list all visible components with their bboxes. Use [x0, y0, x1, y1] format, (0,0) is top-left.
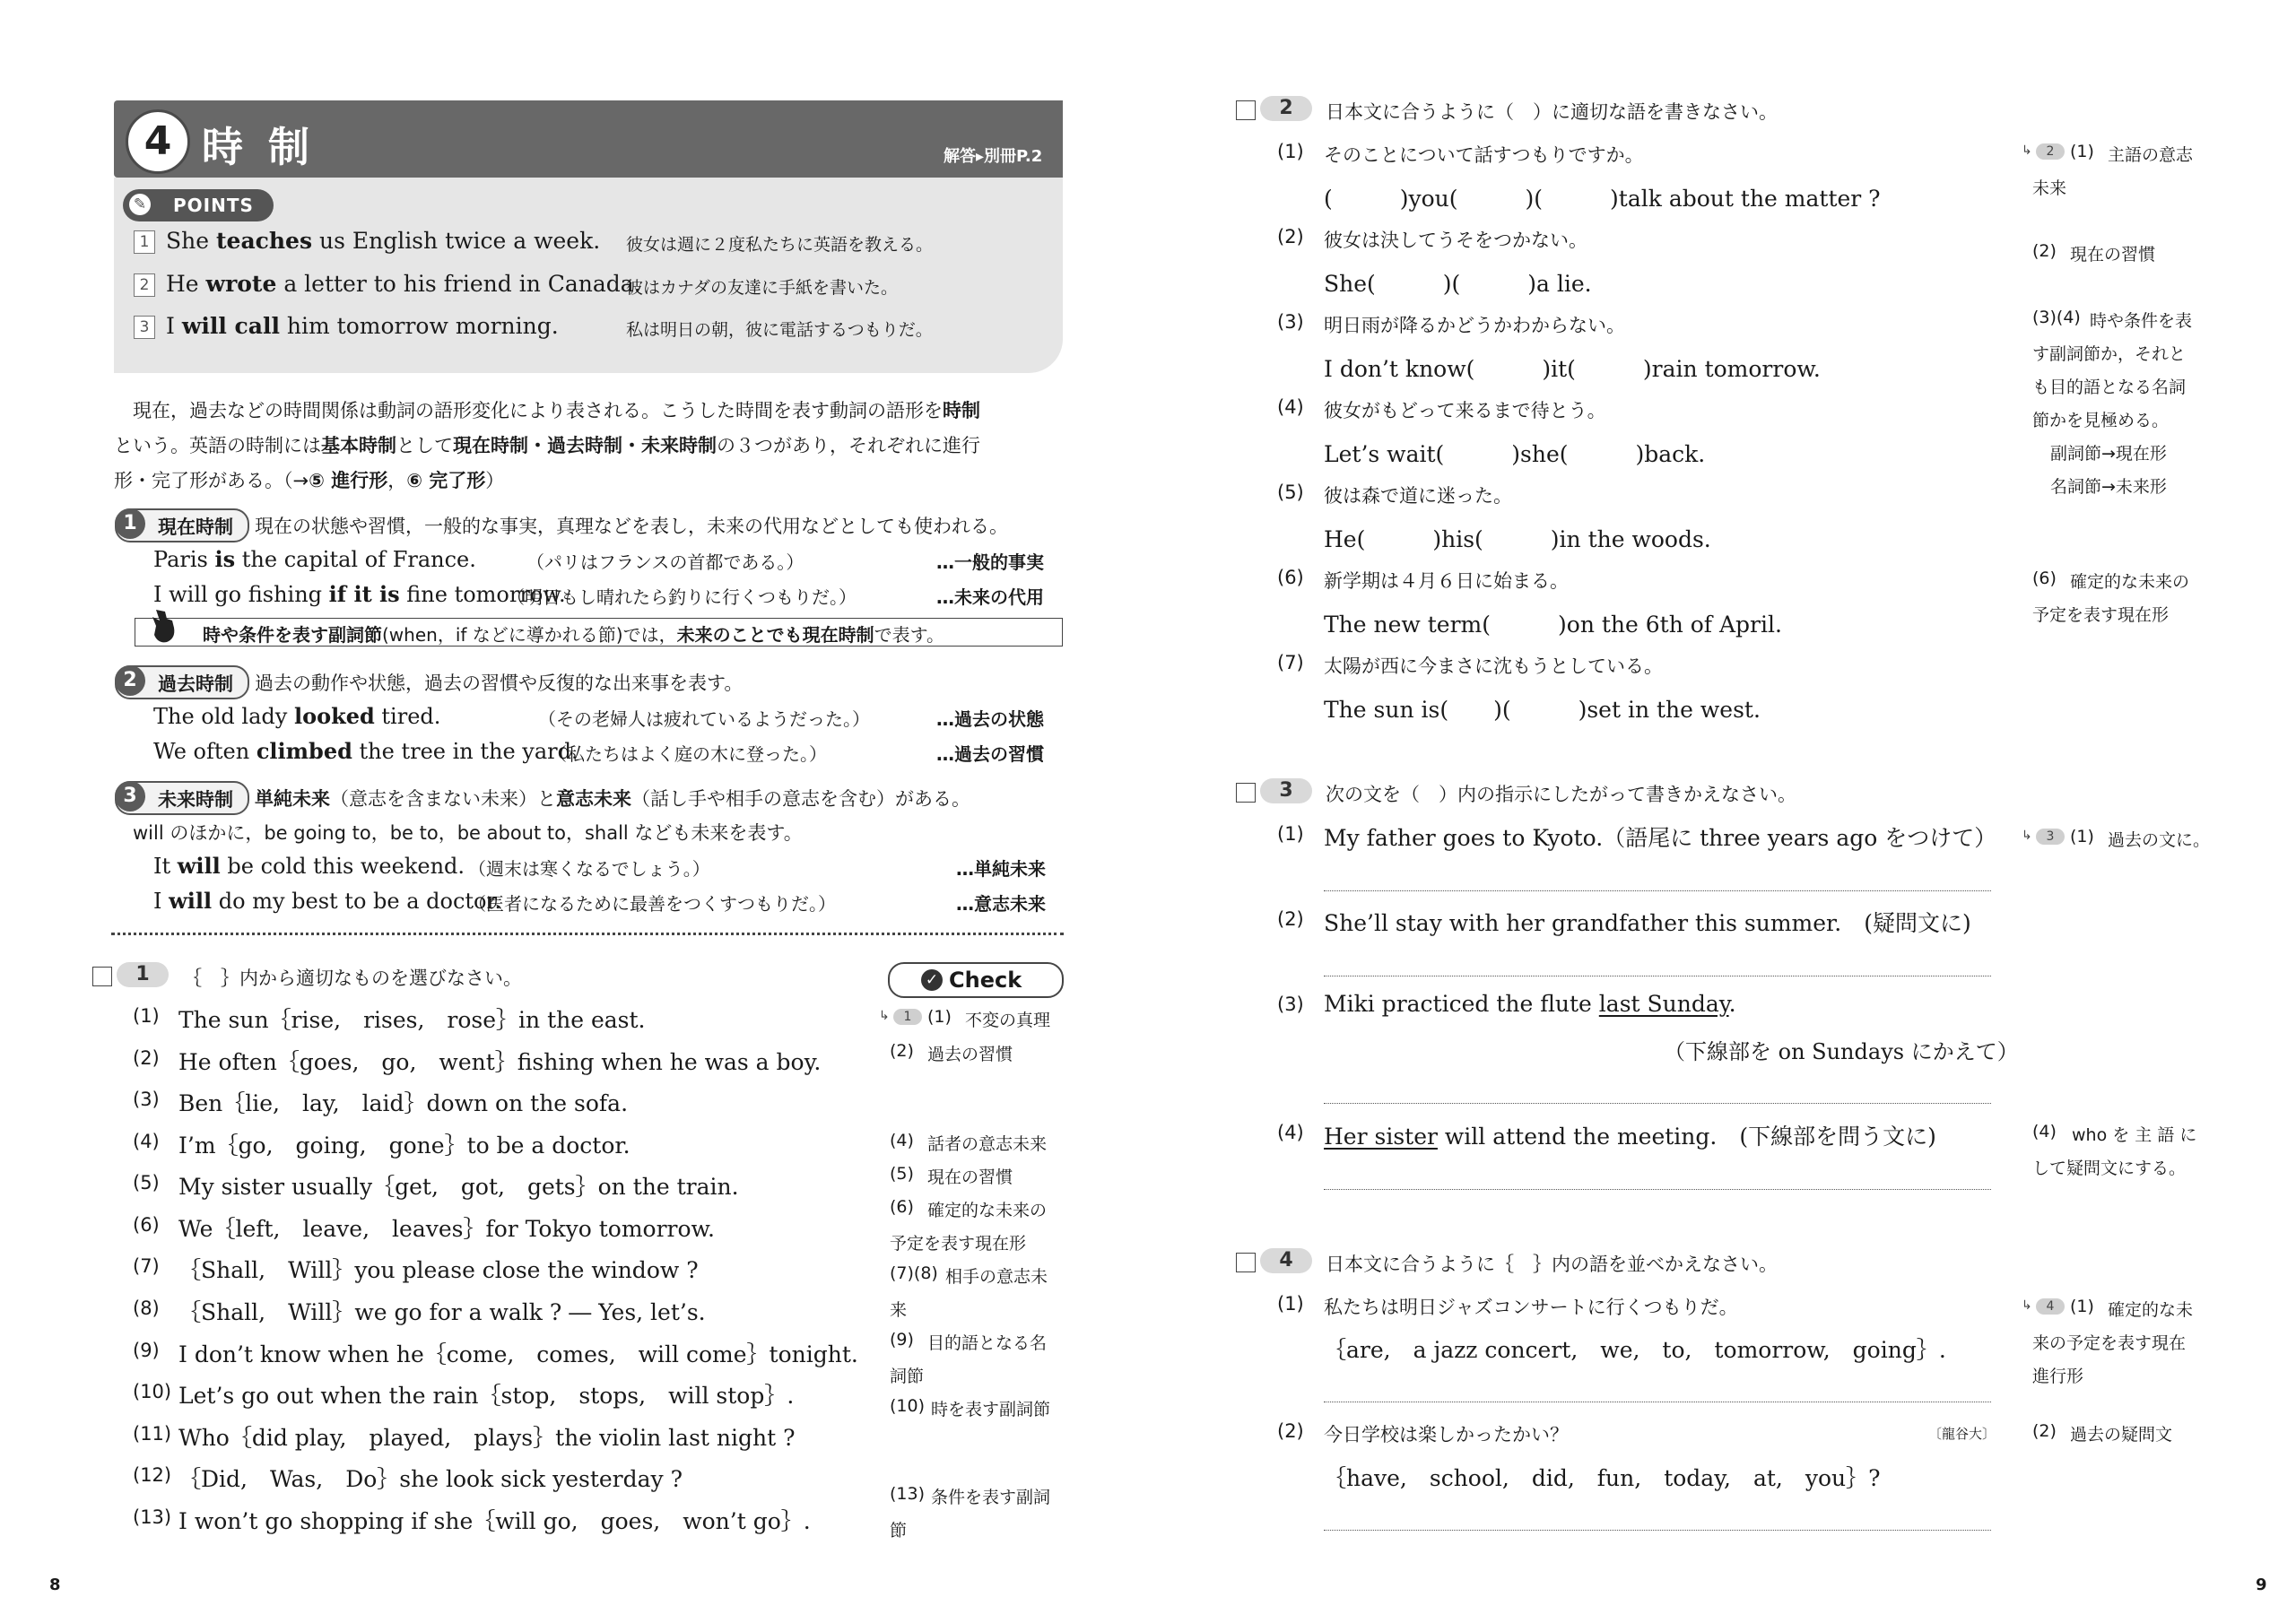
topic-example: The old lady looked tired. — [153, 703, 441, 729]
point-example: I will call him tomorrow morning. — [166, 313, 559, 339]
q1-item: I don’t know when he｛come, comes, will come｝tonight. — [178, 1341, 858, 1367]
tip-text: 時や条件を表す副詞節(when，if などに導かれる節)では，未来のことでも現在時制で表す。 — [203, 624, 944, 646]
point-translation: 私は明日の朝，彼に電話するつもりだ。 — [626, 320, 933, 340]
q2-item-english: I don’t know( )it( )rain tomorrow. — [1324, 356, 1821, 382]
hint-number: (5) — [890, 1164, 914, 1184]
q4-item-japanese: 今日学校は楽しかったかい？ — [1324, 1424, 1569, 1445]
q2-item-english: The new term( )on the 6th of April. — [1324, 612, 1782, 638]
hint-text-cont: 未来 — [2032, 178, 2067, 198]
item-number: (1) — [1277, 823, 1304, 845]
item-number: (4) — [1277, 396, 1304, 418]
item-number: (2) — [133, 1047, 160, 1069]
hint-number: (1) — [927, 1007, 952, 1027]
q1-item: The sun｛rise, rises, rose｝in the east. — [178, 1007, 646, 1033]
answer-line[interactable] — [1324, 1189, 1991, 1190]
q2-item-japanese: 新学期は４月６日に始まる。 — [1324, 570, 1569, 592]
hint-text: 過去の習慣 — [927, 1045, 1013, 1064]
hint-text: 確定的な未来の — [927, 1201, 1048, 1220]
question-number: 3 — [1260, 778, 1312, 803]
item-number: (4) — [1277, 1122, 1304, 1143]
q1-item: Who｛did play, played, plays｝the violin last night ? — [178, 1425, 796, 1451]
q1-item: ｛Did, Was, Do｝she look sick yesterday ? — [178, 1466, 683, 1492]
question-number: 1 — [117, 962, 169, 987]
q4-item-japanese: 私たちは明日ジャズコンサートに行くつもりだ。 — [1324, 1297, 1738, 1318]
example-tag: …単純未来 — [956, 858, 1046, 880]
q1-item: Let’s go out when the rain｛stop, stops, will stop｝. — [178, 1383, 795, 1409]
q2-item-japanese: 明日雨が降るかどうかわからない。 — [1324, 315, 1625, 336]
point-example: She teaches us English twice a week. — [166, 228, 601, 254]
hint-text: 話者の意志未来 — [927, 1134, 1048, 1154]
point-translation: 彼女は週に２度私たちに英語を教える。 — [626, 235, 934, 255]
q1-item: Ben｛lie, lay, laid｝down on the sofa. — [178, 1090, 629, 1116]
check-badge — [888, 962, 1064, 998]
question-checkbox[interactable] — [1236, 1253, 1256, 1272]
answer-line[interactable] — [1324, 890, 1991, 891]
hint-text-cont: 来 — [890, 1300, 908, 1320]
item-number: (3) — [1277, 994, 1304, 1015]
section-divider — [111, 933, 1064, 935]
hint-text: who を 主 語 に — [2072, 1125, 2197, 1145]
hint-text: 過去の疑問文 — [2070, 1425, 2173, 1445]
question-checkbox[interactable] — [1236, 783, 1256, 803]
example-translation: （パリはフランスの首都である。） — [526, 551, 804, 573]
point-number-box: 3 — [134, 316, 155, 339]
point-number-box: 1 — [134, 230, 155, 254]
hint-text-cont: 副詞節→現在形 — [2050, 444, 2167, 464]
points-badge: POINTS — [123, 189, 274, 221]
hint-text-cont: 節 — [890, 1521, 908, 1541]
topic-example: We often climbed the tree in the yard. — [153, 738, 578, 764]
example-tag: …未来の代用 — [936, 586, 1044, 608]
hint-text: 確定的な未来の — [2070, 572, 2190, 592]
q2-item-english: She( )( )a lie. — [1324, 271, 1592, 297]
hint-text: 相手の意志未 — [945, 1267, 1048, 1287]
hint-text: 不変の真理 — [965, 1011, 1051, 1030]
item-number: (5) — [133, 1172, 160, 1193]
pointing-hand-icon — [149, 608, 179, 646]
example-translation: （私たちはよく庭の木に登った。） — [549, 743, 827, 765]
topic-description: 現在の状態や習慣，一般的な事実，真理などを表し，未来の代用などとしても使われる。 — [255, 516, 1008, 537]
point-translation: 彼はカナダの友達に手紙を書いた。 — [626, 278, 899, 298]
topic-example: I will do my best to be a doctor. — [153, 888, 501, 914]
q4-item-words: ｛have, school, did, fun, today, at, you｝? — [1324, 1465, 1881, 1491]
hint-number: (13) — [890, 1484, 926, 1504]
hint-number: (4) — [2032, 1122, 2057, 1141]
item-number: (4) — [133, 1131, 160, 1152]
q2-item-japanese: 彼女がもどって来るまで待とう。 — [1324, 400, 1606, 421]
hint-text-cont: 予定を表す現在形 — [2032, 605, 2170, 625]
hint-text-cont: 来の予定を表す現在 — [2032, 1333, 2187, 1353]
question-checkbox[interactable] — [92, 967, 112, 986]
hint-arrow-icon: ↳ — [879, 1009, 890, 1023]
example-translation: （明日もし晴れたら釣りに行くつもりだ。） — [507, 586, 857, 608]
item-number: (1) — [1277, 1293, 1304, 1315]
topic-description-2: will のほかに，be going to，be to，be about to，shall なども未来を表す。 — [133, 822, 803, 844]
q2-item-english: He( )his( )in the woods. — [1324, 526, 1711, 552]
q1-item: We｛left, leave, leaves｝for Tokyo tomorrow. — [178, 1216, 715, 1242]
q1-item: ｛Shall, Will｝you please close the window ? — [178, 1257, 699, 1283]
item-number: (9) — [133, 1340, 160, 1361]
topic-number: 2 — [115, 665, 145, 696]
topic-example: It will be cold this weekend. — [153, 853, 465, 879]
q2-item-japanese: 彼女は決してうそをつかない。 — [1324, 230, 1587, 251]
checkmark-icon: ✓ — [921, 969, 943, 991]
question-checkbox[interactable] — [1236, 100, 1256, 120]
unit-title: 時制 — [202, 123, 335, 171]
hint-text: 現在の習慣 — [927, 1167, 1013, 1187]
q3-item: She’ll stay with her grandfather this summer. (疑問文に) — [1324, 910, 1971, 936]
hint-badge: 1 — [893, 1009, 922, 1025]
topic-badge-present — [115, 508, 249, 542]
intro-line: 形・完了形がある。（→⑤ 進行形，⑥ 完了形） — [114, 470, 505, 491]
q3-item: Her sister will attend the meeting. (下線部を問う文に) — [1324, 1124, 1936, 1150]
q2-item-japanese: そのことについて話すつもりですか。 — [1324, 144, 1644, 166]
hint-text-cont: 詞節 — [890, 1367, 925, 1386]
hint-number: (2) — [890, 1041, 914, 1061]
q3-item: My father goes to Kyoto.（語尾に three years ago をつけて） — [1324, 825, 1997, 851]
hint-number: (2) — [2032, 241, 2057, 261]
topic-example: I will go fishing if it is fine tomorrow. — [153, 581, 566, 607]
hint-number: (1) — [2070, 1297, 2094, 1316]
hint-number: (6) — [890, 1197, 914, 1217]
hint-number: (10) — [890, 1396, 926, 1416]
item-number: (1) — [1277, 141, 1304, 162]
answer-reference: 解答▸別冊P.2 — [944, 147, 1043, 166]
item-number: (2) — [1277, 1420, 1304, 1442]
q1-item: My sister usually｛get, got, gets｝on the train. — [178, 1174, 739, 1200]
topic-label: 現在時制 — [158, 516, 233, 538]
hint-number: (1) — [2070, 142, 2094, 161]
hint-badge: 4 — [2036, 1298, 2065, 1315]
hint-arrow-icon: ↳ — [2022, 1298, 2032, 1313]
hint-number: (6) — [2032, 568, 2057, 588]
page-number-right: 9 — [2256, 1575, 2267, 1594]
q1-item: He often｛goes, go, went｝fishing when he was a boy. — [178, 1049, 822, 1075]
topic-label: 未来時制 — [158, 789, 233, 811]
hint-number: (2) — [2032, 1421, 2057, 1441]
question-instruction: 次の文を（ ）内の指示にしたがって書きかえなさい。 — [1326, 784, 1796, 805]
item-number: (12) — [133, 1464, 172, 1486]
hint-text-cont: 名詞節→未来形 — [2050, 477, 2167, 497]
hint-number: (4) — [890, 1131, 914, 1150]
page-number-left: 8 — [49, 1575, 61, 1594]
topic-number: 3 — [115, 781, 145, 812]
q1-item: I’m｛go, going, gone｝to be a doctor. — [178, 1133, 631, 1159]
hint-text-cont: 予定を表す現在形 — [890, 1234, 1027, 1254]
hint-number: (1) — [2070, 827, 2094, 846]
unit-number: 4 — [126, 109, 190, 174]
q3-item-instruction: （下線部を on Sundays にかえて） — [1664, 1039, 2019, 1064]
q2-item-english: Let’s wait( )she( )back. — [1324, 441, 1706, 467]
hint-arrow-icon: ↳ — [2022, 143, 2032, 158]
hint-text: 時を表す副詞節 — [931, 1400, 1051, 1419]
question-instruction: 日本文に合うように｛ ｝内の語を並べかえなさい。 — [1326, 1254, 1778, 1275]
item-number: (10) — [133, 1381, 172, 1402]
hint-text: 条件を表す副詞 — [931, 1488, 1051, 1507]
q2-item-english: ( )you( )( )talk about the matter ? — [1324, 186, 1881, 212]
hint-text: 過去の文に。 — [2108, 830, 2211, 850]
hint-number: (7)(8) — [890, 1263, 938, 1283]
hint-text-cont: 節かを見極める。 — [2032, 411, 2170, 430]
hint-badge: 3 — [2036, 829, 2065, 845]
topic-description: 過去の動作や状態，過去の習慣や反復的な出来事を表す。 — [255, 673, 744, 694]
question-instruction: ｛ ｝内から適切なものを選びなさい。 — [183, 968, 522, 989]
item-number: (7) — [1277, 652, 1304, 673]
hint-text: 時や条件を表 — [2090, 311, 2193, 331]
example-translation: （その老婦人は疲れているようだった。） — [538, 708, 870, 730]
topic-badge-past — [115, 665, 249, 699]
hint-number: (3)(4) — [2032, 308, 2081, 327]
topic-description: 単純未来（意志を含まない未来）と意志未来（話し手や相手の意志を含む）がある。 — [255, 788, 970, 810]
item-number: (6) — [1277, 567, 1304, 588]
q3-item: Miki practiced the flute last Sunday. — [1324, 991, 1736, 1017]
answer-line[interactable] — [1324, 1103, 1991, 1104]
item-number: (8) — [133, 1298, 160, 1319]
q2-item-english: The sun is( )( )set in the west. — [1324, 697, 1761, 723]
source-note: 〔龍谷大〕 — [1928, 1426, 1996, 1442]
item-number: (2) — [1277, 226, 1304, 247]
point-example: He wrote a letter to his friend in Canada. — [166, 271, 641, 297]
item-number: (7) — [133, 1255, 160, 1277]
answer-line[interactable] — [1324, 1530, 1991, 1531]
item-number: (6) — [133, 1214, 160, 1236]
example-translation: （医者になるために最善をつくすつもりだ。） — [468, 893, 836, 915]
topic-number: 1 — [115, 508, 145, 539]
pencil-icon: ✎ — [129, 194, 151, 215]
q1-item: ｛Shall, Will｝we go for a walk ? ― Yes, let’s. — [178, 1299, 706, 1325]
example-translation: （週末は寒くなるでしょう。） — [468, 858, 710, 880]
topic-example: Paris is the capital of France. — [153, 546, 476, 572]
hint-arrow-icon: ↳ — [2022, 829, 2032, 843]
hint-text-cont: 進行形 — [2032, 1367, 2084, 1386]
item-number: (11) — [133, 1423, 172, 1445]
question-instruction: 日本文に合うように（ ）に適切な語を書きなさい。 — [1326, 101, 1778, 123]
hint-text: 現在の習慣 — [2070, 245, 2156, 265]
hint-number: (9) — [890, 1330, 914, 1350]
point-number-box: 2 — [134, 273, 155, 297]
check-label: Check — [949, 968, 1022, 993]
example-tag: …意志未来 — [956, 893, 1046, 915]
intro-line: 現在，過去などの時間関係は動詞の語形変化により表される。こうした時間を表す動詞の語形を時制 — [133, 400, 980, 421]
q1-item: I won’t go shopping if she｛will go, goes, won’t go｝. — [178, 1508, 811, 1534]
hint-text-cont: して疑問文にする。 — [2032, 1159, 2187, 1178]
hint-text: 目的語となる名 — [927, 1333, 1048, 1353]
topic-label: 過去時制 — [158, 673, 233, 695]
hint-text: 主語の意志 — [2108, 145, 2194, 165]
item-number: (13) — [133, 1506, 172, 1528]
hint-text-cont: も目的語となる名詞 — [2032, 378, 2187, 397]
hint-badge: 2 — [2036, 143, 2065, 160]
example-tag: …一般的事実 — [936, 551, 1044, 573]
q2-item-japanese: 彼は森で道に迷った。 — [1324, 485, 1512, 507]
question-number: 2 — [1260, 96, 1312, 121]
q4-item-words: ｛are, a jazz concert, we, to, tomorrow, going｝. — [1324, 1337, 1946, 1363]
example-tag: …過去の状態 — [936, 708, 1044, 730]
question-number: 4 — [1260, 1248, 1312, 1273]
item-number: (1) — [133, 1005, 160, 1027]
hint-text-cont: す副詞節か，それと — [2032, 344, 2187, 364]
hint-text: 確定的な未 — [2108, 1300, 2194, 1320]
example-tag: …過去の習慣 — [936, 743, 1044, 765]
intro-line: という。英語の時制には基本時制として現在時制・過去時制・未来時制の３つがあり，それぞれに進行 — [114, 435, 980, 456]
item-number: (3) — [1277, 311, 1304, 333]
item-number: (3) — [133, 1089, 160, 1110]
item-number: (2) — [1277, 908, 1304, 930]
topic-badge-future — [115, 781, 249, 815]
item-number: (5) — [1277, 482, 1304, 503]
q2-item-japanese: 太陽が西に今まさに沈もうとしている。 — [1324, 655, 1663, 677]
